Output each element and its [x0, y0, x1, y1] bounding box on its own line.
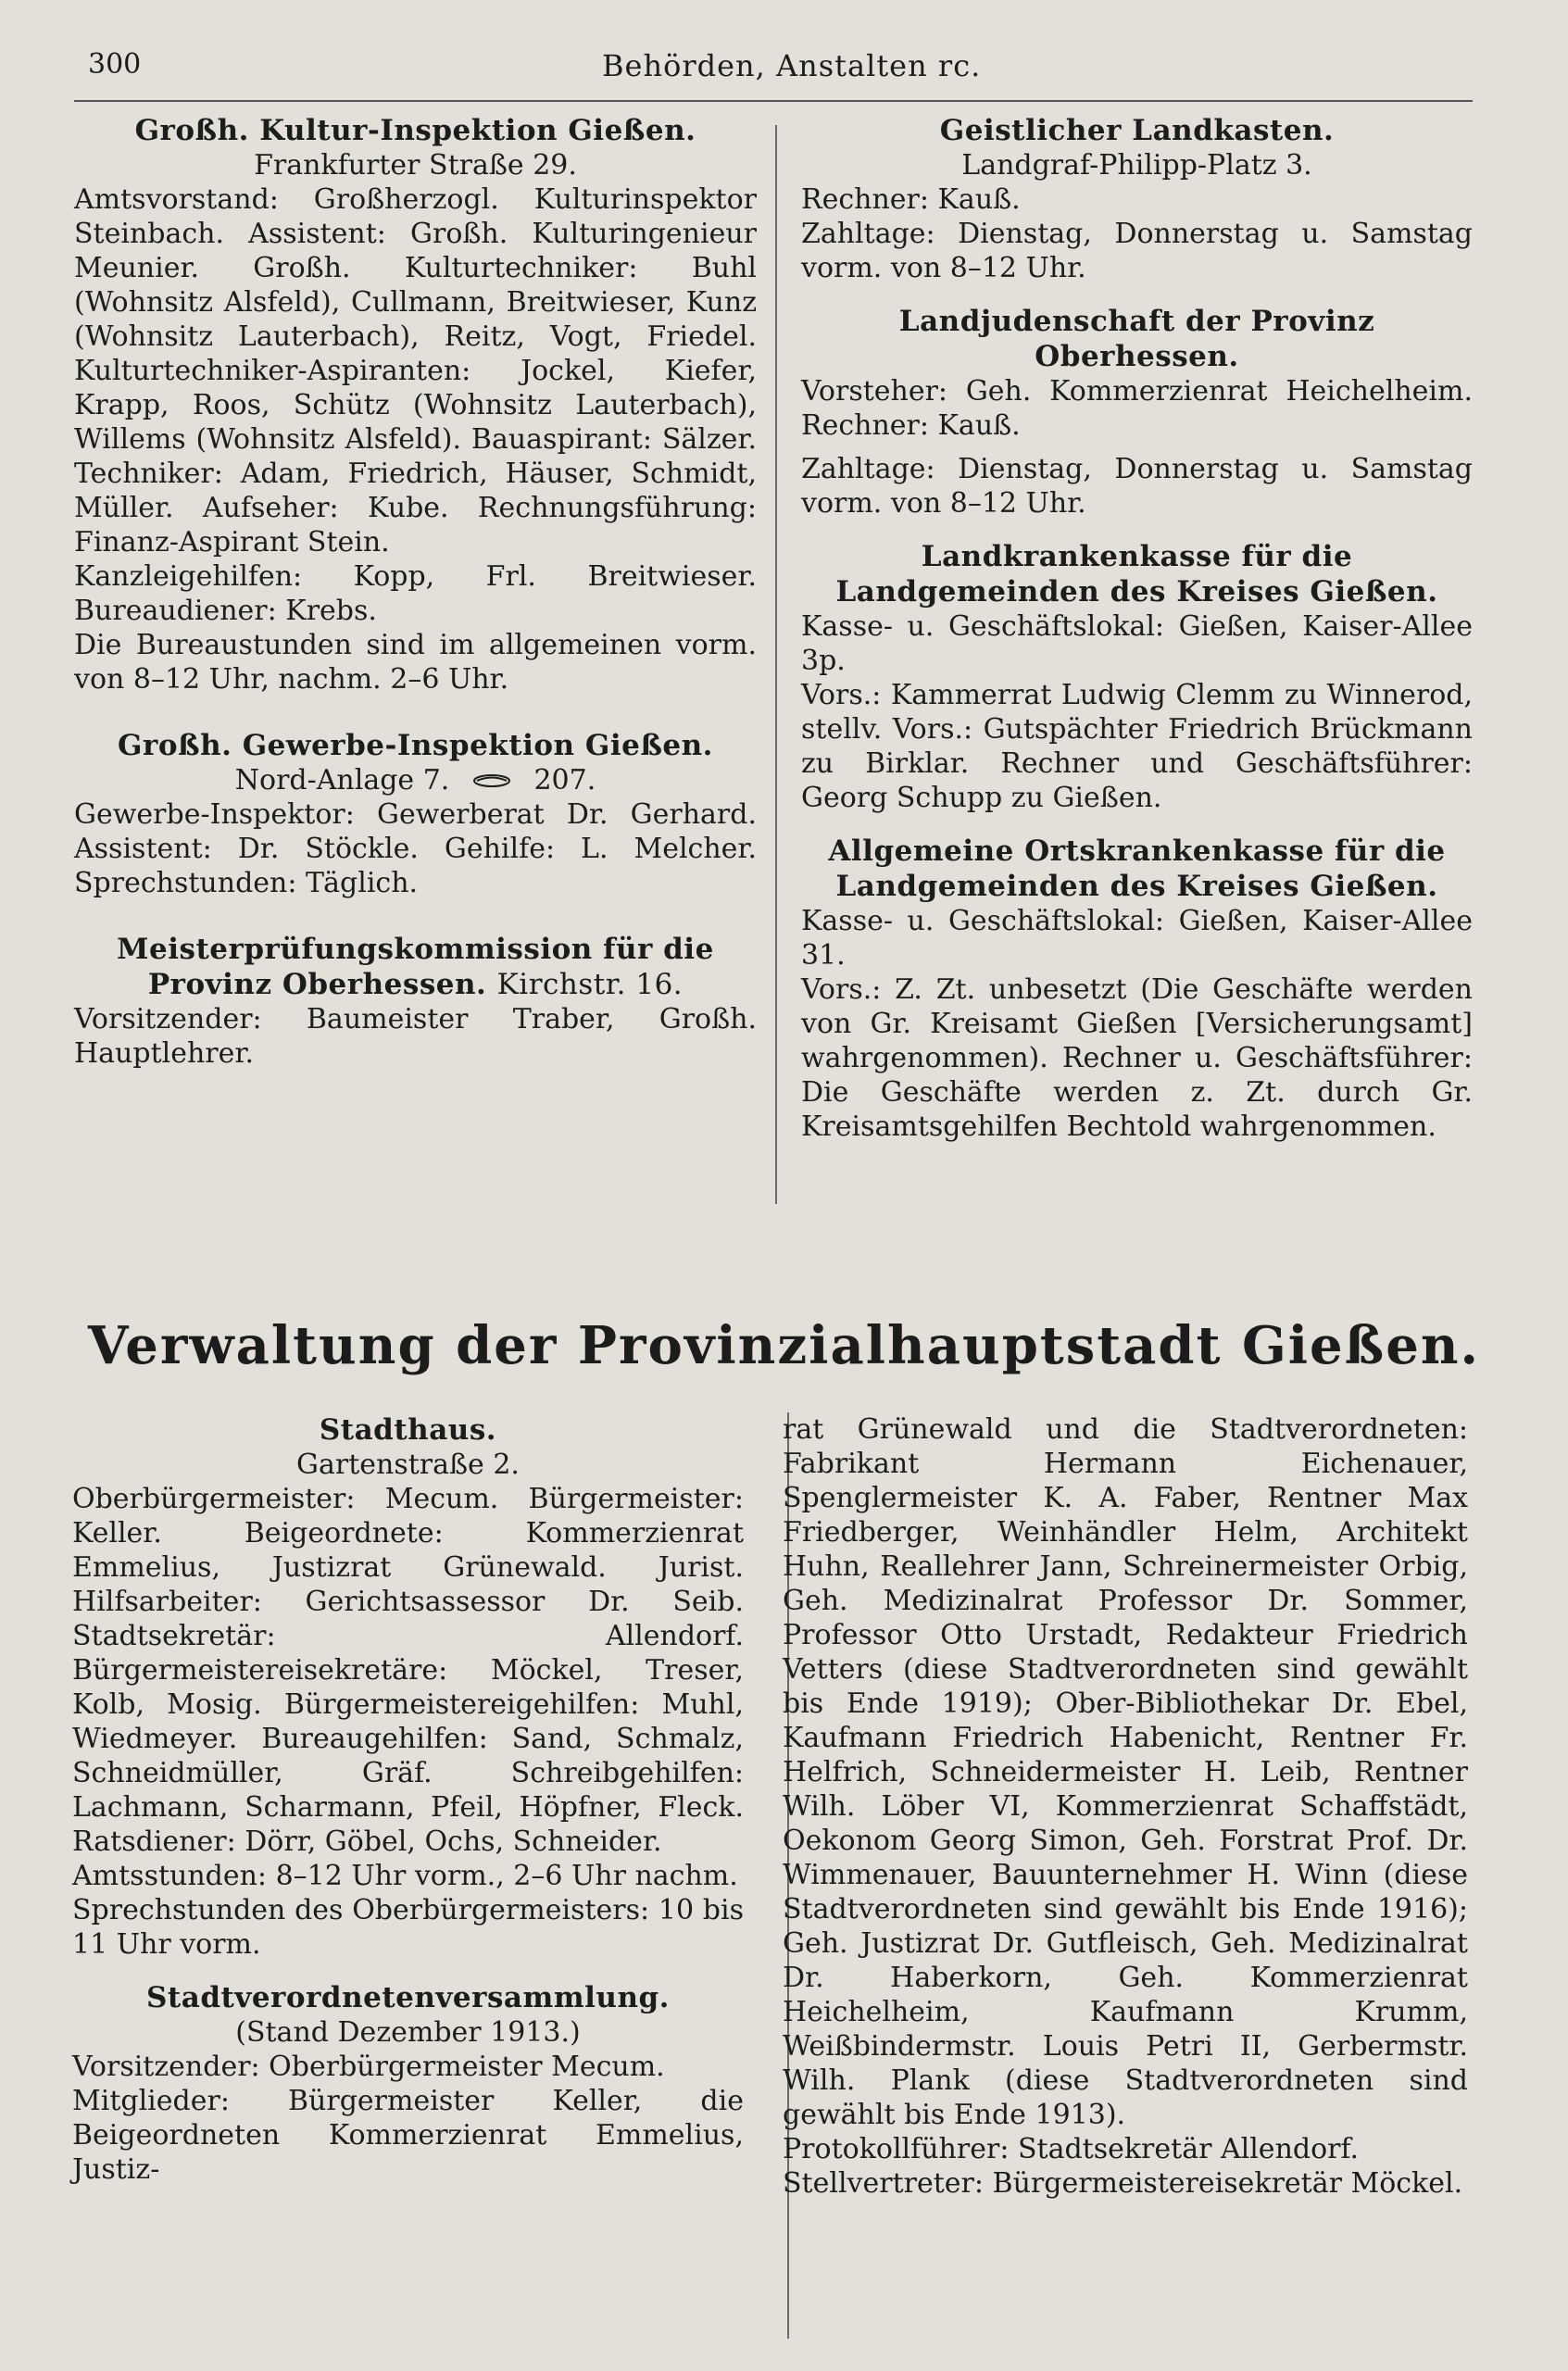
header-rule [74, 100, 1473, 102]
section-title: Stadthaus. [319, 1413, 497, 1447]
section-paragraph: rat Grünewald und die Stadtverordneten: Fabrikant Hermann Eichenauer, Spenglermeister K. A. Faber, Rentner Max Friedberger, Weinhändler Helm, Architekt Huhn, Reallehrer Jann, Schreinermeister Orbig, Geh. Medizinalrat Professor Dr. Sommer, Professor Otto Urstadt, Redakteur Friedrich Vetters (diese Stadtverordneten sind gewählt bis Ende 1919); Ober-Bibliothekar Dr. Ebel, Kaufmann Friedrich Habenicht, Rentner Fr. Helfrich, Schneidermeister H. Leib, Rentner Wilh. Löber VI, Kommerzienrat Schaffstädt, Oekonom Georg Simon, Geh. Forstrat Prof. Dr. Wimmenauer, Bauunternehmer H. Winn (diese Stadtverordneten sind gewählt bis Ende 1916); Geh. Justizrat Dr. Gutfleisch, Geh. Medizinalrat Dr. Haberkorn, Geh. Kommerzienrat Heichelheim, Kaufmann Krumm, Weißbindermstr. Louis Petri II, Gerbermstr. Wilh. Plank (diese Stadtverordneten sind gewählt bis Ende 1913). [783, 1413, 1468, 2131]
section-landjudenschaft [801, 304, 1473, 521]
section-title: Großh. Kultur-Inspektion Gießen. [134, 114, 696, 147]
main-heading: Verwaltung der Provinzialhauptstadt Gießen. [87, 1315, 1481, 1376]
section-subtitle: Gartenstraße 2. [296, 1449, 520, 1481]
section-title: Landjudenschaft der Provinz Oberhessen. [898, 305, 1375, 373]
section-subtitle: (Stand Dezember 1913.) [235, 2016, 581, 2049]
section-paragraph: Amtsstunden: 8–12 Uhr vorm., 2–6 Uhr nachm. [72, 1860, 738, 1892]
address: Nord-Anlage 7. [234, 764, 450, 797]
section-title: Geistlicher Landkasten. [939, 114, 1335, 147]
section-ortskrankenkasse [801, 834, 1473, 1144]
running-head: Behörden, Anstalten rc. [602, 48, 982, 83]
left-column-bottom [72, 1412, 744, 2205]
section-address: Kirchstr. 16. [496, 968, 684, 1001]
section-subtitle [74, 763, 757, 797]
section-title: Landkrankenkasse für die Landgemeinden des Kreises Gießen. [835, 540, 1438, 608]
section-geistlicher-landkasten [801, 113, 1473, 285]
footer-line: Stellvertreter: Bürgermeistereisekretär Möckel. [783, 2167, 1463, 2200]
section-paragraph: Gewerbe-Inspektor: Gewerberat Dr. Gerhard. Assistent: Dr. Stöckle. Gehilfe: L. Melcher. Sprechstunden: Täglich. [74, 798, 757, 899]
section-paragraph: Mitglieder: Bürgermeister Keller, die Beigeordneten Kommerzienrat Emmelius, Justiz- [72, 2085, 744, 2186]
section-paragraph: Oberbürgermeister: Mecum. Bürgermeister: Keller. Beigeordnete: Kommerzienrat Emmelius, Justizrat Grünewald. Jurist. Hilfsarbeiter: Gerichtsassessor Dr. Seib. Stadtsekretär: Allendorf. Bürgermeistereisekretäre: Möckel, Treser, Kolb, Mosig. Bürgermeistereigehilfen: Muhl, Wiedmeyer. Bureaugehilfen: Sand, Schmalz, Schneidmüller, Gräf. Schreibgehilfen: Lachmann, Scharmann, Pfeil, Höpfner, Fleck. Ratsdiener: Dörr, Göbel, Ochs, Schneider. [72, 1483, 744, 1858]
footer-line: Protokollführer: Stadtsekretär Allendorf. [783, 2133, 1360, 2165]
column-divider-top [775, 125, 777, 1204]
section-meisterpruefung [74, 932, 757, 1071]
section-title: Allgemeine Ortskrankenkasse für die Landgemeinden des Kreises Gießen. [828, 834, 1446, 903]
telephone-icon [471, 764, 521, 797]
section-paragraph: Die Bureaustunden sind im allgemeinen vorm. von 8–12 Uhr, nachm. 2–6 Uhr. [74, 629, 757, 696]
section-paragraph: Vorsitzender: Baumeister Traber, Großh. Hauptlehrer. [74, 1003, 757, 1070]
right-column-top [801, 113, 1473, 1162]
section-paragraph: Kasse- u. Geschäftslokal: Gießen, Kaiser-Allee 31. [801, 905, 1473, 972]
section-paragraph: Sprechstunden des Oberbürgermeisters: 10 bis 11 Uhr vorm. [72, 1894, 744, 1961]
page-number: 300 [88, 48, 142, 81]
section-paragraph: Kanzleigehilfen: Kopp, Frl. Breitwieser. Bureaudiener: Krebs. [74, 560, 757, 627]
section-stadthaus [72, 1412, 744, 1962]
right-column-bottom [783, 1412, 1468, 2201]
section-title: Großh. Gewerbe-Inspektion Gießen. [118, 729, 713, 762]
section-landkrankenkasse [801, 539, 1473, 815]
section-subtitle: Frankfurter Straße 29. [254, 149, 577, 182]
phone-number: 207. [533, 764, 596, 797]
section-paragraph: Vors.: Kammerrat Ludwig Clemm zu Winnerod, stellv. Vors.: Gutspächter Friedrich Brückmann zu Birklar. Rechner und Geschäftsführer: Georg Schupp zu Gießen. [801, 679, 1473, 814]
section-paragraph: Vorsitzender: Oberbürgermeister Mecum. [72, 2051, 665, 2083]
section-kultur-inspektion [74, 113, 757, 696]
section-gewerbe-inspektion [74, 728, 757, 900]
section-subtitle: Landgraf-Philipp-Platz 3. [961, 149, 1312, 182]
section-paragraph: Rechner: Kauß. [801, 183, 1021, 216]
section-title: Stadtverordnetenversammlung. [146, 1981, 670, 2014]
section-paragraph: Kasse- u. Geschäftslokal: Gießen, Kaiser-Allee 3p. [801, 610, 1473, 677]
section-paragraph: Zahltage: Dienstag, Donnerstag u. Samstag vorm. von 8–12 Uhr. [801, 218, 1473, 284]
section-paragraph: Vorsteher: Geh. Kommerzienrat Heichelheim. Rechner: Kauß. [801, 375, 1473, 442]
section-stadtverordnetenversammlung [72, 1980, 744, 2187]
left-column-top [74, 113, 757, 1089]
section-title: Meisterprüfungskommission für die Provinz Oberhessen. [117, 933, 714, 1001]
section-paragraph: Vors.: Z. Zt. unbesetzt (Die Geschäfte werden von Gr. Kreisamt Gießen [Versicherungsamt] wahrgenommen). Rechner u. Geschäftsführer: Die Geschäfte werden z. Zt. durch Gr. Kreisamtsgehilfen Bechtold wahrgenommen. [801, 973, 1473, 1143]
section-paragraph: Amtsvorstand: Großherzogl. Kulturinspektor Steinbach. Assistent: Großh. Kulturingenieur Meunier. Großh. Kulturtechniker: Buhl (Wohnsitz Alsfeld), Cullmann, Breitwieser, Kunz (Wohnsitz Lauterbach), Reitz, Vogt, Friedel. Kulturtechniker-Aspiranten: Jockel, Kiefer, Krapp, Roos, Schütz (Wohnsitz Lauterbach), Willems (Wohnsitz Alsfeld). Bauaspirant: Sälzer. Techniker: Adam, Friedrich, Häuser, Schmidt, Müller. Aufseher: Kube. Rechnungsführung: Finanz-Aspirant Stein. [74, 183, 757, 558]
section-paragraph: Zahltage: Dienstag, Donnerstag u. Samstag vorm. von 8–12 Uhr. [801, 453, 1473, 520]
